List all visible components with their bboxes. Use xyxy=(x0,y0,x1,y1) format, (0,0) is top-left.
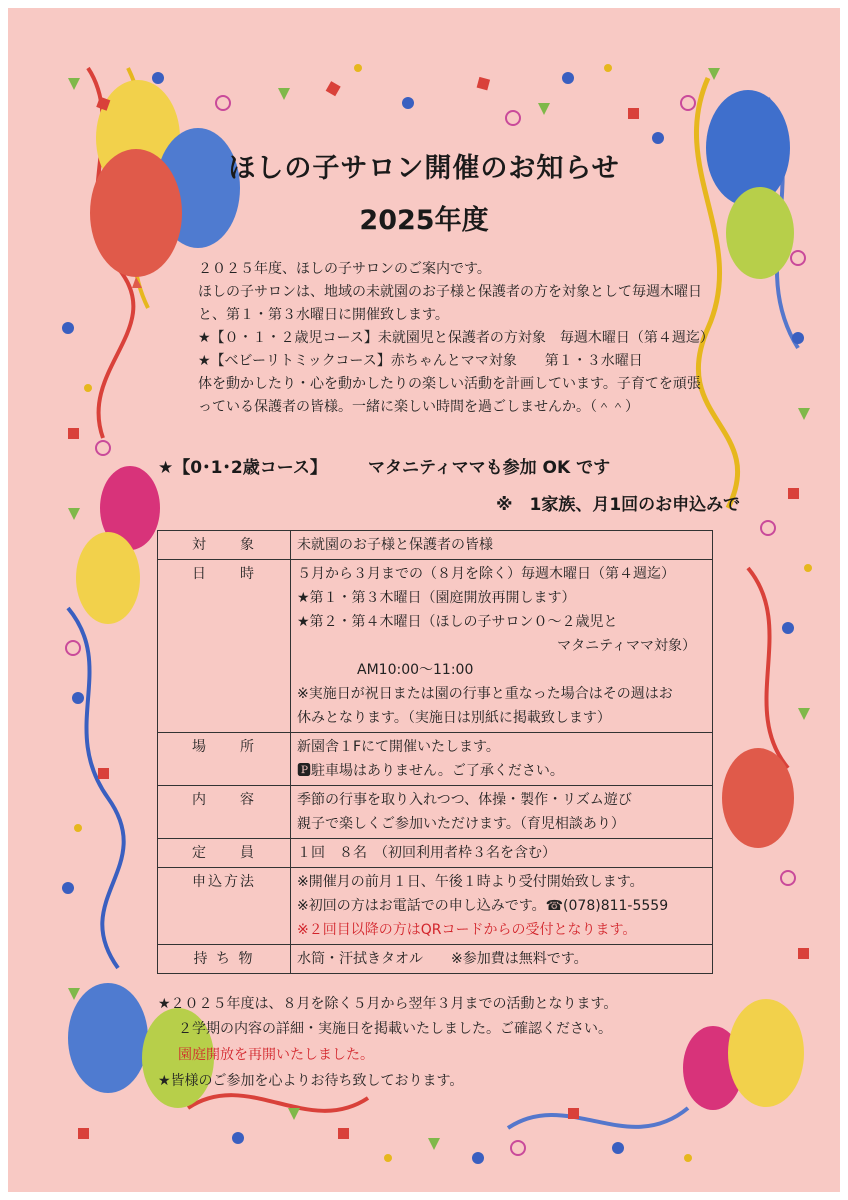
table-row xyxy=(158,868,713,945)
row-value-content: 季節の行事を取り入れつつ、体操・製作・リズム遊び 親子で楽しくご参加いただけます。（育児相談あり） xyxy=(291,786,713,839)
row-value-apply: ※開催月の前月１日、午後１時より受付開始致します。 ※初回の方はお電話での申し込みです。☎(078)811-5559 ※２回目以降の方はQRコードからの受付となります。 xyxy=(291,868,713,945)
table-row xyxy=(158,560,713,733)
footer-red-notice: 園庭開放を再開いたしました。 xyxy=(178,1047,374,1063)
row-label-target: 対 象 xyxy=(158,531,291,560)
intro-line: ほしの子サロンは、地域の未就園のお子様と保護者の方を対象として毎週木曜日 xyxy=(198,284,702,300)
intro-line: っている保護者の皆様。一緒に楽しい時間を過ごしませんか。（＾＾） xyxy=(198,399,639,415)
footer-line: ２学期の内容の詳細・実施日を掲載いたしました。ご確認ください。 xyxy=(178,1021,612,1037)
info-table xyxy=(157,530,713,974)
footer-line: ★２０２５年度は、８月を除く５月から翌年３月までの活動となります。 xyxy=(158,996,618,1012)
row-label-belongings: 持 ち 物 xyxy=(158,945,291,974)
flyer-page xyxy=(8,8,840,1192)
fiscal-year-heading: 2025年度 xyxy=(359,205,489,236)
table-row xyxy=(158,945,713,974)
intro-line: と、第１・第３水曜日に開催致します。 xyxy=(198,307,449,323)
row-value-datetime: ５月から３月までの（８月を除く）毎週木曜日（第４週迄） ★第１・第３木曜日（園庭開放再開します） ★第２・第４木曜日（ほしの子サロン０～２歳児と マタニティママ対象） AM10:00～11:00 ※実施日が祝日または園の行事と重なった場合はその週はお 休みとなります。（実施日は別紙に掲載致します） xyxy=(291,560,713,733)
intro-line: ★【０・１・２歳児コース】未就園児と保護者の方対象 毎週木曜日（第４週迄） xyxy=(198,330,714,346)
row-value-belongings: 水筒・汗拭きタオル ※参加費は無料です。 xyxy=(291,945,713,974)
table-row xyxy=(158,531,713,560)
row-value-capacity: １回 ８名 （初回利用者枠３名を含む） xyxy=(291,839,713,868)
row-label-content: 内 容 xyxy=(158,786,291,839)
row-label-capacity: 定 員 xyxy=(158,839,291,868)
row-label-place: 場 所 xyxy=(158,733,291,786)
page-title: ほしの子サロン開催のお知らせ xyxy=(228,153,620,184)
row-value-place: 新園舎１Fにて開催いたします。 🅿駐車場はありません。ご了承ください。 xyxy=(291,733,713,786)
row-label-apply: 申込方法 xyxy=(158,868,291,945)
row-value-target: 未就園のお子様と保護者の皆様 xyxy=(291,531,713,560)
intro-line: ２０２５年度、ほしの子サロンのご案内です。 xyxy=(198,261,491,277)
table-row xyxy=(158,839,713,868)
table-row xyxy=(158,733,713,786)
table-row xyxy=(158,786,713,839)
application-note: ※ 1家族、月1回のお申込みで xyxy=(496,495,741,515)
intro-line: ★【ベビーリトミックコース】赤ちゃんとママ対象 第１・３水曜日 xyxy=(198,353,643,369)
course-name-heading: ★【0･1･2歳コース】 xyxy=(158,458,327,478)
footer-line: ★皆様のご参加を心よりお待ち致しております。 xyxy=(158,1073,464,1089)
row-label-datetime: 日 時 xyxy=(158,560,291,733)
intro-line: 体を動かしたり・心を動かしたりの楽しい活動を計画しています。子育てを頑張 xyxy=(198,376,701,392)
maternity-note: マタニティママも参加 OK です xyxy=(368,458,611,478)
